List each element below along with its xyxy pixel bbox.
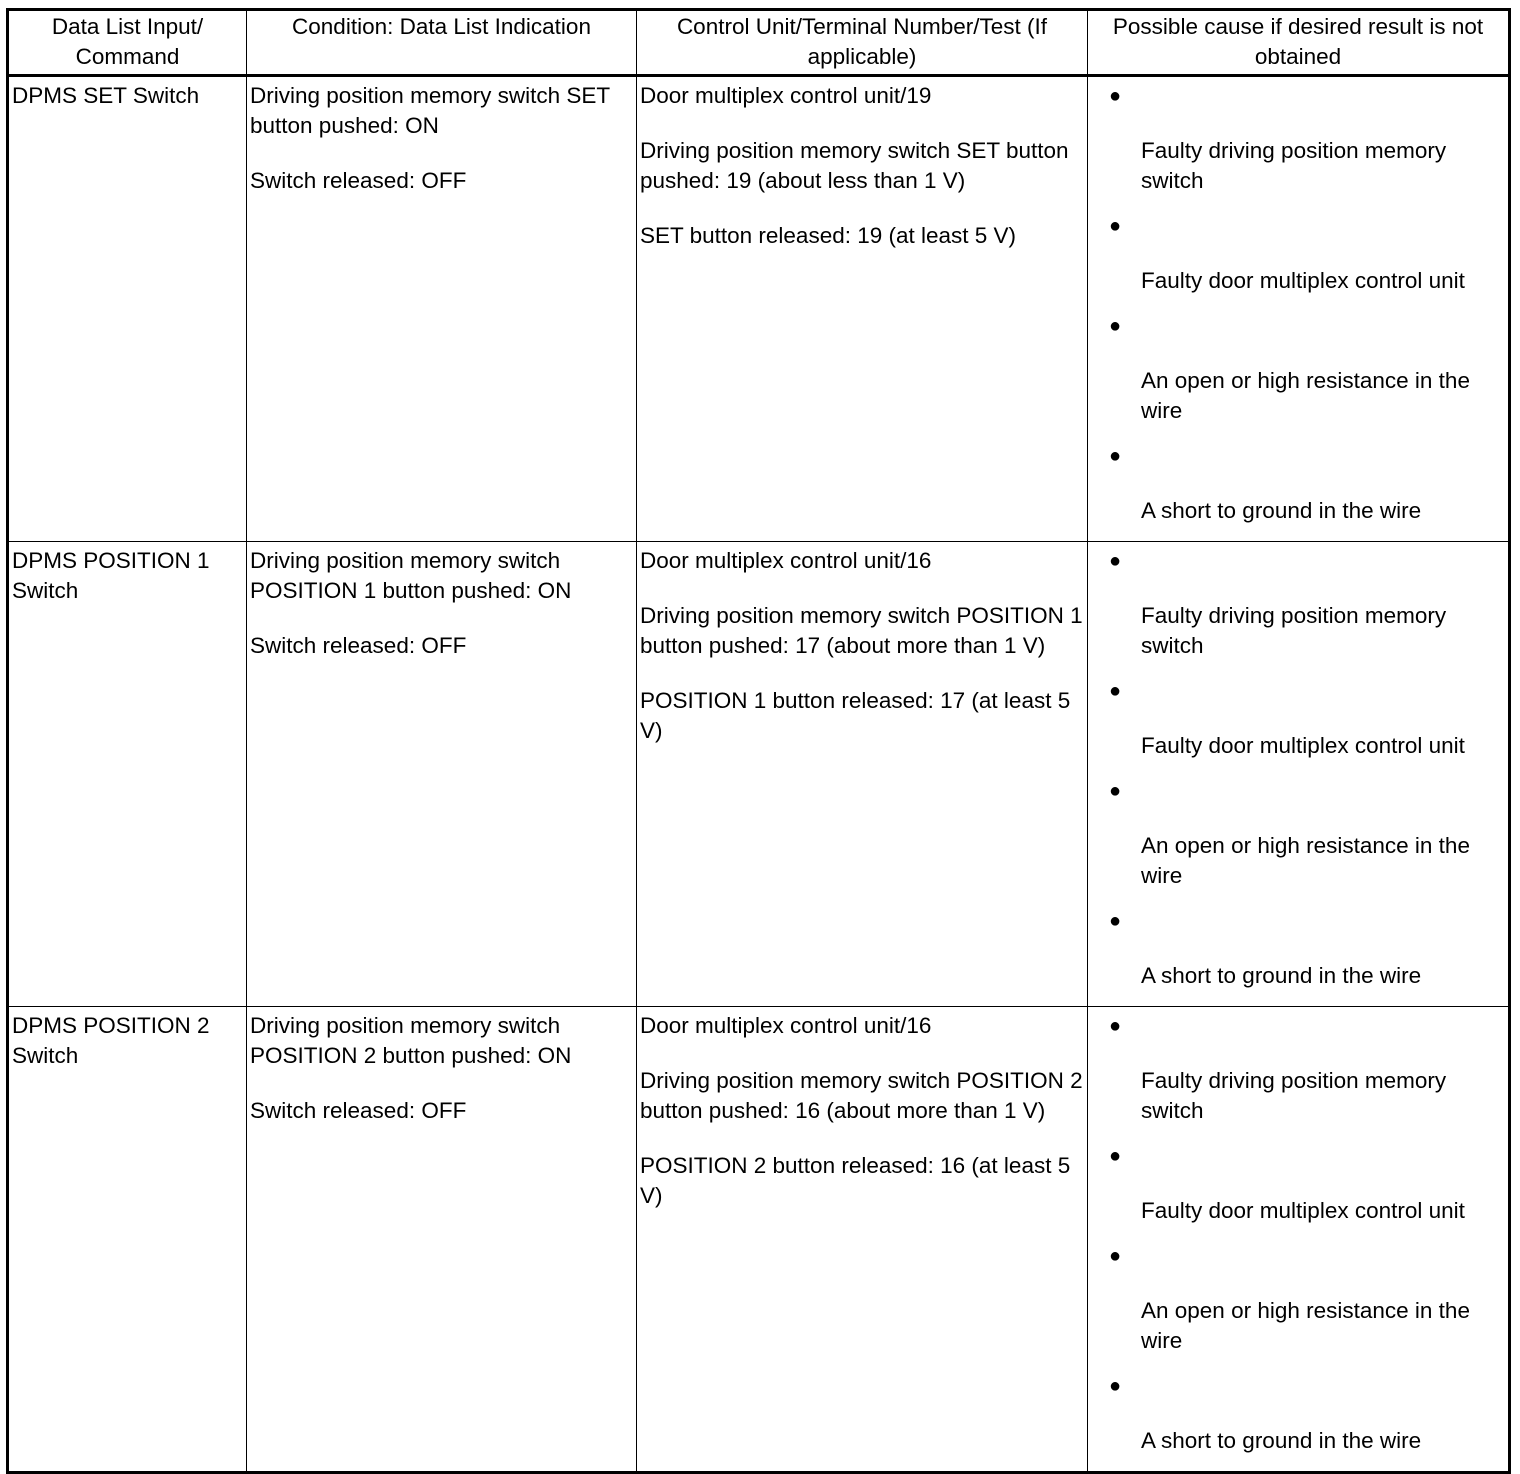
control-unit-text: Door multiplex control unit/19 [640, 83, 932, 108]
cause-list [1091, 1011, 1505, 1456]
cause-text: A short to ground in the wire [1141, 963, 1422, 988]
list-item [1091, 211, 1505, 296]
condition-text: Driving position memory switch SET button pushed: ON [250, 83, 610, 138]
list-item [1091, 546, 1505, 661]
list-item [1091, 776, 1505, 891]
header-control-unit: Control Unit/Terminal Number/Test (If applicable) [637, 10, 1088, 76]
control-unit-text: SET button released: 19 (at least 5 V) [640, 223, 1017, 248]
list-item [1091, 676, 1505, 761]
cause-text: Faulty door multiplex control unit [1141, 268, 1465, 293]
condition-text: Switch released: OFF [250, 633, 467, 658]
possible-cause-cell [1088, 1007, 1510, 1473]
input-command-text: DPMS POSITION 1 Switch [12, 548, 210, 603]
list-item [1091, 1241, 1505, 1356]
list-item [1091, 1141, 1505, 1226]
cause-text: Faulty driving position memory switch [1141, 603, 1447, 658]
control-unit-cell [637, 542, 1088, 1007]
bullet-icon: ● [1109, 1015, 1122, 1037]
cause-text: An open or high resistance in the wire [1141, 833, 1470, 888]
header-condition: Condition: Data List Indication [247, 10, 637, 76]
bullet-icon: ● [1109, 215, 1122, 237]
condition-cell [247, 76, 637, 542]
input-command-cell [8, 1007, 247, 1473]
cause-text: Faulty door multiplex control unit [1141, 1198, 1465, 1223]
cause-list [1091, 81, 1505, 526]
input-command-cell [8, 542, 247, 1007]
list-item [1091, 311, 1505, 426]
cause-text: A short to ground in the wire [1141, 1428, 1422, 1453]
cause-text: An open or high resistance in the wire [1141, 1298, 1470, 1353]
control-unit-text: Driving position memory switch POSITION 2 button pushed: 16 (about more than 1 V) [640, 1068, 1083, 1123]
bullet-icon: ● [1109, 1375, 1122, 1397]
control-unit-cell [637, 76, 1088, 542]
table-row [8, 76, 1510, 542]
bullet-icon: ● [1109, 1245, 1122, 1267]
control-unit-text: Driving position memory switch SET button pushed: 19 (about less than 1 V) [640, 138, 1069, 193]
cause-list [1091, 546, 1505, 991]
bullet-icon: ● [1109, 550, 1122, 572]
control-unit-text: POSITION 2 button released: 16 (at least 5 V) [640, 1153, 1071, 1208]
bullet-icon: ● [1109, 1145, 1122, 1167]
control-unit-text: Door multiplex control unit/16 [640, 548, 932, 573]
condition-cell [247, 542, 637, 1007]
control-unit-text: POSITION 1 button released: 17 (at least 5 V) [640, 688, 1071, 743]
list-item [1091, 906, 1505, 991]
table-row [8, 1007, 1510, 1473]
cause-text: Faulty driving position memory switch [1141, 1068, 1447, 1123]
bullet-icon: ● [1109, 445, 1122, 467]
input-command-cell [8, 76, 247, 542]
cause-text: A short to ground in the wire [1141, 498, 1422, 523]
bullet-icon: ● [1109, 85, 1122, 107]
condition-text: Switch released: OFF [250, 168, 467, 193]
list-item [1091, 441, 1505, 526]
data-list-table [6, 8, 1511, 1474]
table-row [8, 542, 1510, 1007]
control-unit-cell [637, 1007, 1088, 1473]
bullet-icon: ● [1109, 910, 1122, 932]
cause-text: Faulty door multiplex control unit [1141, 733, 1465, 758]
input-command-text: DPMS SET Switch [12, 83, 200, 108]
possible-cause-cell [1088, 542, 1510, 1007]
header-possible-cause: Possible cause if desired result is not obtained [1088, 10, 1510, 76]
condition-text: Driving position memory switch POSITION 2 button pushed: ON [250, 1013, 572, 1068]
list-item [1091, 1371, 1505, 1456]
control-unit-text: Door multiplex control unit/16 [640, 1013, 932, 1038]
possible-cause-cell [1088, 76, 1510, 542]
condition-cell [247, 1007, 637, 1473]
bullet-icon: ● [1109, 315, 1122, 337]
input-command-text: DPMS POSITION 2 Switch [12, 1013, 210, 1068]
cause-text: Faulty driving position memory switch [1141, 138, 1447, 193]
header-row [8, 10, 1510, 76]
bullet-icon: ● [1109, 780, 1122, 802]
bullet-icon: ● [1109, 680, 1122, 702]
cause-text: An open or high resistance in the wire [1141, 368, 1470, 423]
condition-text: Driving position memory switch POSITION 1 button pushed: ON [250, 548, 572, 603]
header-input-command: Data List Input/ Command [8, 10, 247, 76]
control-unit-text: Driving position memory switch POSITION 1 button pushed: 17 (about more than 1 V) [640, 603, 1083, 658]
list-item [1091, 81, 1505, 196]
list-item [1091, 1011, 1505, 1126]
condition-text: Switch released: OFF [250, 1098, 467, 1123]
